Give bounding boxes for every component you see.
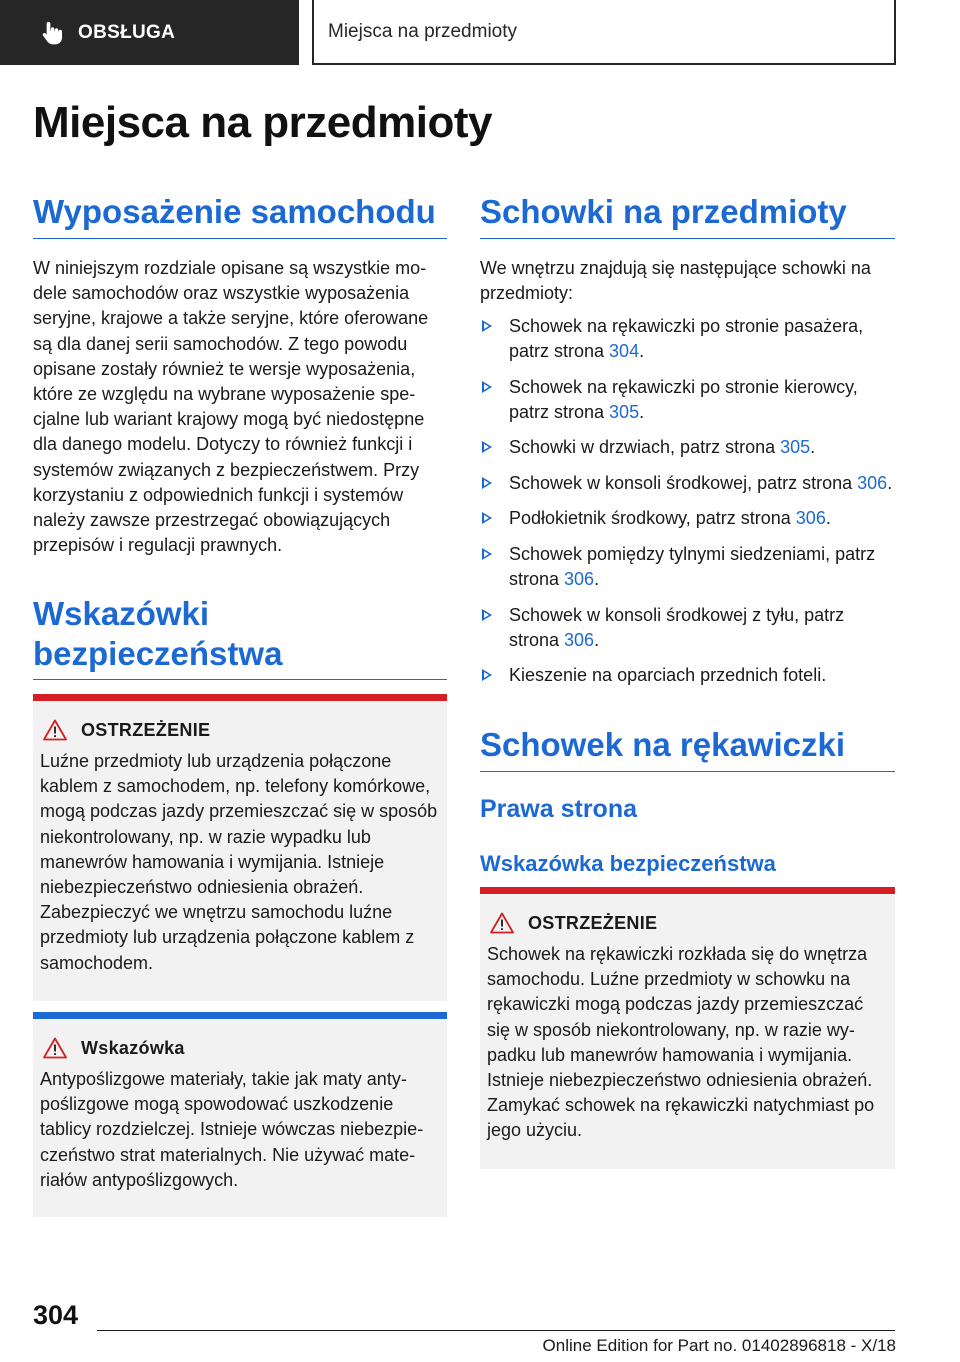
equipment-text: W niniejszym rozdziale opisane są wszystkie modele samochodów oraz wszystkie wyposażenia seryjne, krajowe a także seryjne, które oferowane są dla danej serii samochodów. Z tego powodu opisane zostały również te wersje wyposażenia, które ze względu na wybrane wyposażenie specjalne lub wariant krajowy mogą być niedostępne dla danego modelu. Dotyczy to również funkcji i systemów związanych z bezpieczeństwem. Przy korzystaniu z odpowiednich funkcji i systemów należy zawsze przestrzegać obowiązujących przepisów i regulacji prawnych.	[33, 258, 429, 556]
page-link[interactable]: 306	[564, 629, 595, 650]
chapter-tab-label: Miejsca na przedmioty	[328, 20, 518, 42]
warning-header	[40, 719, 440, 741]
glovebox-warning-text: Schowek na rękawiczki rozkłada się do wnętrza samochodu. Luźne przedmioty w schowku na rękawiczki mogą podczas jazdy przemieszczać się w sposób niekontrolowany, np. w razie wypadku lub manewrów hamowania i wymijania. Istnieje niebezpieczeństwo odniesienia obrażeń. Zamykać schowek na rękawiczki natychmiast po jego użyciu.	[487, 944, 875, 1141]
compartments-intro: We wnętrzu znajdują się następujące schowki na przedmioty:	[480, 258, 871, 304]
list-item: Schowek w konsoli środkowej, patrz strona 306.	[480, 471, 895, 496]
page-title: Miejsca na przedmioty	[33, 98, 492, 147]
list-item: Podłokietnik środkowy, patrz strona 306.	[480, 506, 895, 531]
compartments-heading: Schowki na przedmioty	[480, 192, 895, 239]
list-item: Schowek na rękawiczki po stronie pasażera, patrz strona 304.	[480, 314, 895, 364]
list-item: Schowki w drzwiach, patrz strona 305.	[480, 435, 895, 460]
compartments-list	[480, 314, 895, 699]
triangle-bullet-icon	[482, 669, 492, 681]
page-link[interactable]: 305	[609, 401, 640, 422]
triangle-bullet-icon	[482, 320, 492, 332]
notice-title: Wskazówka	[81, 1037, 185, 1058]
page-link[interactable]: 306	[795, 508, 826, 529]
right-side-heading: Prawa strona	[480, 795, 638, 823]
page-link[interactable]: 306	[564, 569, 595, 590]
footer-edition: Online Edition for Part no. 01402896818 - X/18	[542, 1336, 896, 1355]
warning-title: OSTRZEŻENIE	[81, 719, 211, 740]
section-tab[interactable]	[0, 0, 299, 65]
safety-note-heading: Wskazówka bezpieczeństwa	[480, 851, 776, 876]
page-link[interactable]: 304	[609, 341, 640, 362]
triangle-bullet-icon	[482, 381, 492, 393]
list-item: Schowek w konsoli środkowej z tyłu, patrz strona 306.	[480, 603, 895, 653]
list-item: Schowek pomiędzy tylnymi siedzeniami, patrz strona 306.	[480, 542, 895, 592]
warning-box	[33, 694, 447, 1001]
safety-heading	[33, 594, 447, 680]
notice-header	[40, 1037, 440, 1059]
equipment-heading: Wyposażenie samochodu	[33, 192, 447, 239]
notice-box	[33, 1012, 447, 1217]
page-link[interactable]: 305	[780, 437, 811, 458]
hand-pointer-icon	[38, 19, 66, 47]
glovebox-warning-box	[480, 887, 895, 1169]
warning-triangle-icon	[43, 719, 67, 741]
notice-text: Antypoślizgowe materiały, takie jak maty antypoślizgowe mogą spowodować uszkodzenie tablicy rozdzielczej. Istnieje wówczas niebezpieczeństwo strat materialnych. Nie używać materiałów antypoślizgowych.	[40, 1069, 424, 1190]
glovebox-warning-header	[487, 912, 888, 934]
triangle-bullet-icon	[482, 477, 492, 489]
glovebox-heading: Schowek na rękawiczki	[480, 725, 895, 772]
warning-text: Luźne przedmioty lub urządzenia połączone kablem z samochodem, np. telefony komórkowe, mogą podczas jazdy przemieszczać się w sposób niekontrolowany, np. w razie wypadku lub manewrów hamowania i wymijania. Istnieje niebezpieczeństwo odniesienia obrażeń. Zabezpieczyć we wnętrzu samochodu luźne przedmioty lub urządzenia połączone kablem z samochodem.	[40, 751, 438, 973]
section-tab-label: OBSŁUGA	[78, 21, 176, 43]
footer-divider	[97, 1330, 895, 1331]
safety-heading-line1: Wskazówki	[33, 595, 210, 632]
triangle-bullet-icon	[482, 441, 492, 453]
chapter-tab[interactable]	[312, 0, 896, 65]
list-item: Schowek na rękawiczki po stronie kierowcy, patrz strona 305.	[480, 375, 895, 425]
safety-heading-line2: bezpieczeństwa	[33, 634, 283, 672]
triangle-bullet-icon	[482, 548, 492, 560]
glovebox-warning-title: OSTRZEŻENIE	[528, 912, 658, 933]
page-number: 304	[33, 1300, 79, 1330]
list-item: Kieszenie na oparciach przednich foteli.	[480, 663, 895, 688]
warning-triangle-icon	[490, 912, 514, 934]
triangle-bullet-icon	[482, 609, 492, 621]
triangle-bullet-icon	[482, 512, 492, 524]
page-link[interactable]: 306	[857, 472, 888, 493]
warning-triangle-icon	[43, 1037, 67, 1059]
